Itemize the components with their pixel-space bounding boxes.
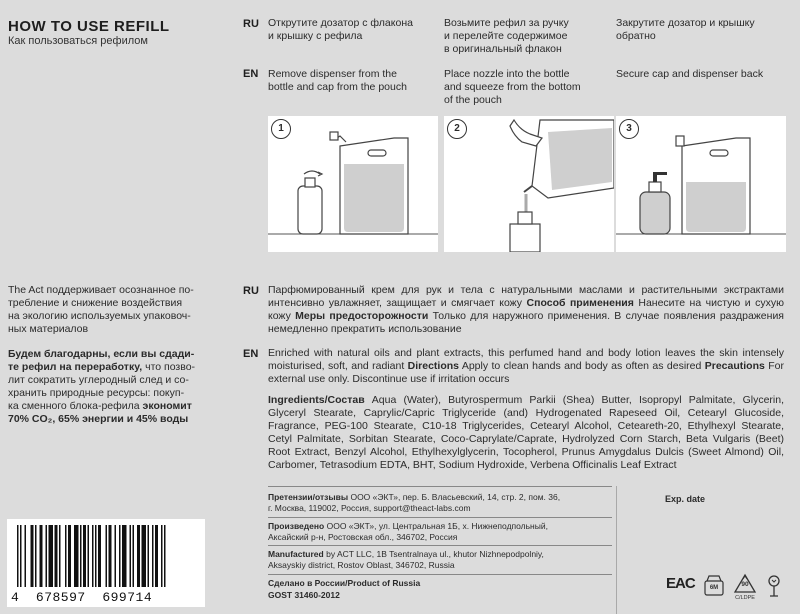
step2-ru: Возьмите рефил за ручку и перелейте содержимое в оригинальный флакон bbox=[444, 17, 569, 55]
barcode-bar bbox=[92, 525, 94, 587]
barcode-bar bbox=[122, 525, 127, 587]
barcode-digits: 4 678597 699714 bbox=[11, 590, 153, 605]
footer-vertical-divider bbox=[616, 486, 617, 614]
barcode-bar bbox=[152, 525, 154, 587]
made-in-russia: Сделано в России/Product of Russia bbox=[268, 578, 421, 588]
ingredients-list: Aqua (Water), Butyrospermum Parkii (Shea) Butter, Isopropyl Palmitate, Glycerin, Glyceryl Stearate, Caprylic/Capric Triglyceride (and) Hydrogenated Rapeseed Oil, Cetearyl Glucoside, Fragrance, PEG-100 Stearate, C10-18 Triglycerides, Cetearyl Alcohol, Ceteareth-20, Ethylhexyl Stearate, Cetyl Palmitate, Sorbitan Stearate, Coco-Caprylate/Caprate, Hydrolyzed Corn Starch, Beta Vulgaris (Beet) Root Extract, Benzyl Alcohol, Ethylhexylglycerin, Tocopherol, Prunus Amygdalus Dulcis (Sweet Almond) Oil, Carbomer, Tetrasodium EDTA, BHT, Sodium Hydroxide, Verbena Officinalis Leaf Extract bbox=[268, 394, 784, 471]
barcode-bar bbox=[49, 525, 54, 587]
barcode-bar bbox=[25, 525, 27, 587]
desc-en-text: For external use only. Discontinue use if irritation occurs bbox=[268, 360, 784, 385]
illustration-step3 bbox=[616, 116, 786, 252]
barcode-bar bbox=[155, 525, 158, 587]
barcode-bar bbox=[142, 525, 147, 587]
barcode-bar bbox=[98, 525, 101, 587]
produced-label: Произведено bbox=[268, 521, 325, 531]
recycle-code: C/LDPE bbox=[735, 595, 755, 601]
step3-en: Secure cap and dispenser back bbox=[616, 68, 764, 80]
desc-en-text: Apply to clean hands and body as often as desired bbox=[459, 360, 705, 372]
desc-lang-ru: RU bbox=[243, 285, 259, 297]
barcode-bar bbox=[164, 525, 166, 587]
manufactured-label: Manufactured bbox=[268, 549, 324, 559]
description-en bbox=[268, 347, 784, 386]
exp-date-label: Exp. date bbox=[665, 494, 706, 504]
eco-bold-savings: экономит 70% CO₂, 65% энергии и 45% воды bbox=[8, 400, 192, 425]
desc-en-text: Enriched with natural oils and plant extracts, this perfumed hand and body lotion leaves the skin intensely moisturised, soft, and radiant bbox=[268, 347, 784, 372]
step-number-2: 2 bbox=[447, 119, 467, 139]
barcode bbox=[7, 519, 205, 607]
footer-divider bbox=[268, 545, 612, 546]
step2-en: Place nozzle into the bottle and squeeze from the bottom of the pouch bbox=[444, 68, 581, 106]
produced-text: ООО «ЭКТ», ул. Центральная 1Б, х. Нижнеподпольный, Аксайский р-н, Ростовская обл., 346702, Россия bbox=[268, 521, 548, 542]
lang-label-ru: RU bbox=[243, 18, 259, 30]
manufactured-info bbox=[268, 549, 612, 571]
produced-info bbox=[268, 521, 612, 543]
illustration-step1 bbox=[268, 116, 438, 252]
barcode-bar bbox=[109, 525, 112, 587]
barcode-bar bbox=[137, 525, 140, 587]
ingredients-label: Ingredients/Состав bbox=[268, 394, 365, 406]
step1-ru: Открутите дозатор с флакона и крышку с рефила bbox=[268, 17, 413, 42]
barcode-bars bbox=[7, 519, 205, 589]
step-number-1: 1 bbox=[271, 119, 291, 139]
barcode-bar bbox=[106, 525, 108, 587]
barcode-bar bbox=[68, 525, 71, 587]
barcode-bar bbox=[115, 525, 117, 587]
barcode-bar bbox=[65, 525, 67, 587]
eco-bold-recycle: Будем благодарны, если вы сдади- те рефил на переработку, bbox=[8, 348, 195, 373]
footer-divider bbox=[268, 486, 612, 487]
claims-text: ООО «ЭКТ», пер. Б. Власьевский, 14, стр. 2, пом. 36, г. Москва, 119002, Россия, support@theact-labs.com bbox=[268, 492, 561, 513]
barcode-bar bbox=[59, 525, 61, 587]
footer-divider bbox=[268, 574, 612, 575]
barcode-bar bbox=[40, 525, 43, 587]
page-subtitle: Как пользоваться рефилом bbox=[8, 35, 148, 47]
barcode-bar bbox=[31, 525, 34, 587]
barcode-bar bbox=[88, 525, 90, 587]
barcode-bar bbox=[130, 525, 132, 587]
footer-divider bbox=[268, 517, 612, 518]
barcode-bar bbox=[35, 525, 37, 587]
eac-mark-icon: EAC bbox=[666, 575, 695, 592]
step3-ru: Закрутите дозатор и крышку обратно bbox=[616, 17, 755, 42]
desc-en-directions-label: Directions bbox=[407, 360, 459, 372]
recycle-icon bbox=[733, 573, 757, 601]
pao-6m-label: 6M bbox=[709, 585, 719, 591]
claims-label: Претензии/отзывы bbox=[268, 492, 349, 502]
barcode-bar bbox=[46, 525, 48, 587]
barcode-bar bbox=[119, 525, 121, 587]
barcode-bar bbox=[74, 525, 79, 587]
desc-ru-text: Только для наружного применения. В случае появления раздражения немедленно прекратить использование bbox=[268, 310, 784, 335]
illustration-step2 bbox=[444, 116, 614, 252]
eco-statement bbox=[8, 348, 208, 426]
manufactured-text: by ACT LLC, 1B Tsentralnaya ul., khutor Nizhnepodpolniy, Aksayskiy district, Rostov Oblast, 346702, Russia bbox=[268, 549, 544, 570]
barcode-bar bbox=[55, 525, 58, 587]
desc-ru-text: Парфюмированный крем для рук и тела с натуральными маслами и растительными экстрактами интенсивно увлажняет, защищает и смягчает кожу bbox=[268, 284, 784, 309]
barcode-bar bbox=[133, 525, 135, 587]
barcode-bar bbox=[83, 525, 86, 587]
barcode-bar bbox=[80, 525, 82, 587]
ingredients bbox=[268, 394, 784, 472]
desc-ru-text: Нанесите на чистую и сухую кожу bbox=[268, 297, 785, 322]
description-ru bbox=[268, 284, 784, 336]
step1-en: Remove dispenser from the bottle and cap from the pouch bbox=[268, 68, 407, 93]
barcode-bar bbox=[20, 525, 22, 587]
gost-standard: GOST 31460-2012 bbox=[268, 590, 340, 600]
barcode-bar bbox=[95, 525, 97, 587]
care-hand-icon bbox=[764, 574, 784, 598]
desc-lang-en: EN bbox=[243, 348, 259, 360]
barcode-bar bbox=[161, 525, 163, 587]
barcode-bar bbox=[17, 525, 19, 587]
desc-ru-directions-label: Способ применения bbox=[526, 297, 634, 309]
recycle-number: 90 bbox=[741, 581, 749, 588]
claims-info bbox=[268, 492, 612, 514]
pao-6m-icon bbox=[703, 573, 725, 597]
desc-ru-precautions-label: Меры предосторожности bbox=[295, 310, 429, 322]
desc-en-precautions-label: Precautions bbox=[704, 360, 765, 372]
eco-text: что позво- лит сократить углеродный след и со- хранить природные ресурсы: покуп- ка сменного блока-рефила bbox=[8, 361, 196, 412]
barcode-bar bbox=[148, 525, 150, 587]
eco-intro: The Act поддерживает осознанное по- требление и снижение воздействия на экологию используемых упаковоч- ных материалов bbox=[8, 284, 194, 335]
lang-label-en: EN bbox=[243, 68, 259, 80]
page-title: HOW TO USE REFILL bbox=[8, 18, 170, 35]
step-number-3: 3 bbox=[619, 119, 639, 139]
